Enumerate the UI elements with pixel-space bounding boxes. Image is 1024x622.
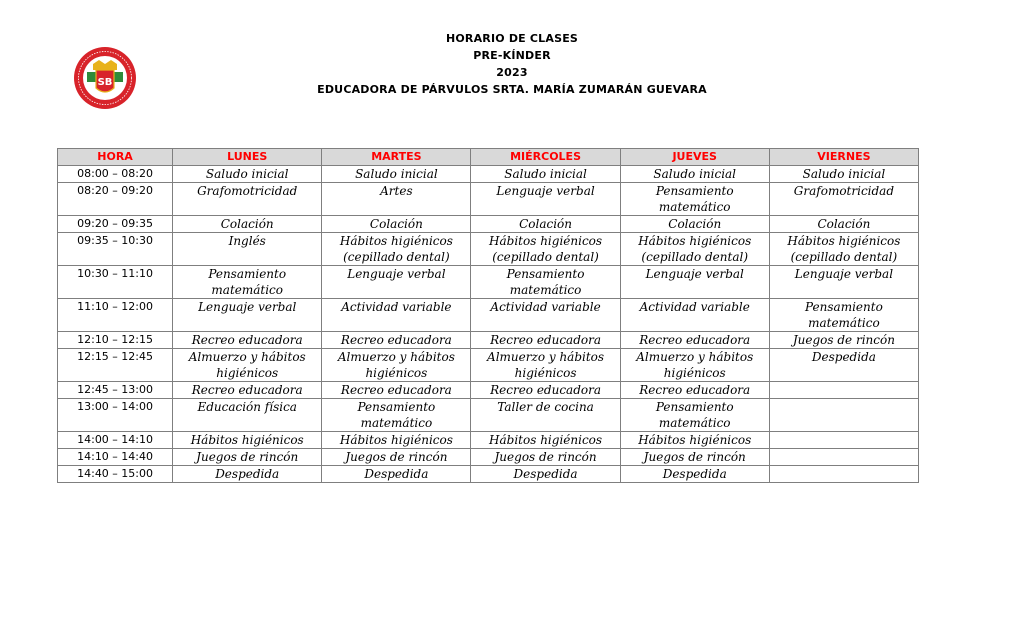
- table-header-row: [58, 149, 919, 166]
- activity-cell: Actividad variable: [471, 299, 620, 332]
- activity-cell: Pensamiento matemático: [620, 399, 769, 432]
- activity-cell: Recreo educadora: [173, 332, 322, 349]
- table-row: [58, 166, 919, 183]
- activity-cell: Hábitos higiénicos (cepillado dental): [322, 233, 471, 266]
- activity-cell: Colación: [769, 216, 918, 233]
- activity-cell: Almuerzo y hábitos higiénicos: [620, 349, 769, 382]
- column-header-hora: HORA: [58, 149, 173, 166]
- column-header-martes: MARTES: [322, 149, 471, 166]
- column-header-viernes: VIERNES: [769, 149, 918, 166]
- activity-cell: [769, 466, 918, 483]
- activity-cell: Saludo inicial: [471, 166, 620, 183]
- activity-cell: Lenguaje verbal: [471, 183, 620, 216]
- time-slot-cell: 11:10 – 12:00: [58, 299, 173, 332]
- activity-cell: Colación: [173, 216, 322, 233]
- activity-cell: Recreo educadora: [620, 382, 769, 399]
- activity-cell: Pensamiento matemático: [322, 399, 471, 432]
- time-slot-cell: 08:20 – 09:20: [58, 183, 173, 216]
- activity-cell: Saludo inicial: [620, 166, 769, 183]
- time-slot-cell: 14:40 – 15:00: [58, 466, 173, 483]
- activity-cell: Saludo inicial: [173, 166, 322, 183]
- activity-cell: [769, 449, 918, 466]
- activity-cell: Despedida: [620, 466, 769, 483]
- document-year: 2023: [496, 66, 528, 79]
- activity-cell: Hábitos higiénicos: [173, 432, 322, 449]
- table-row: [58, 299, 919, 332]
- activity-cell: Juegos de rincón: [322, 449, 471, 466]
- activity-cell: Artes: [322, 183, 471, 216]
- document-teacher: EDUCADORA DE PÁRVULOS SRTA. MARÍA ZUMARÁN GUEVARA: [317, 83, 707, 96]
- activity-cell: Almuerzo y hábitos higiénicos: [173, 349, 322, 382]
- activity-cell: Pensamiento matemático: [173, 266, 322, 299]
- activity-cell: Recreo educadora: [322, 382, 471, 399]
- logo-initials: SB: [97, 77, 113, 88]
- activity-cell: Despedida: [322, 466, 471, 483]
- column-header-jueves: JUEVES: [620, 149, 769, 166]
- activity-cell: Lenguaje verbal: [769, 266, 918, 299]
- time-slot-cell: 08:00 – 08:20: [58, 166, 173, 183]
- activity-cell: Recreo educadora: [620, 332, 769, 349]
- activity-cell: Inglés: [173, 233, 322, 266]
- activity-cell: Colación: [322, 216, 471, 233]
- table-row: [58, 449, 919, 466]
- activity-cell: Recreo educadora: [471, 332, 620, 349]
- table-row: [58, 466, 919, 483]
- document-level: PRE-KÍNDER: [473, 49, 551, 62]
- activity-cell: Juegos de rincón: [769, 332, 918, 349]
- activity-cell: [769, 432, 918, 449]
- time-slot-cell: 13:00 – 14:00: [58, 399, 173, 432]
- activity-cell: Hábitos higiénicos (cepillado dental): [620, 233, 769, 266]
- activity-cell: Almuerzo y hábitos higiénicos: [471, 349, 620, 382]
- document-header: [0, 30, 1024, 98]
- activity-cell: Grafomotricidad: [769, 183, 918, 216]
- activity-cell: Pensamiento matemático: [620, 183, 769, 216]
- activity-cell: Despedida: [173, 466, 322, 483]
- time-slot-cell: 14:10 – 14:40: [58, 449, 173, 466]
- activity-cell: [769, 399, 918, 432]
- activity-cell: Despedida: [471, 466, 620, 483]
- activity-cell: Saludo inicial: [322, 166, 471, 183]
- activity-cell: Lenguaje verbal: [322, 266, 471, 299]
- activity-cell: Colación: [620, 216, 769, 233]
- activity-cell: Juegos de rincón: [620, 449, 769, 466]
- activity-cell: Hábitos higiénicos: [322, 432, 471, 449]
- time-slot-cell: 09:35 – 10:30: [58, 233, 173, 266]
- time-slot-cell: 14:00 – 14:10: [58, 432, 173, 449]
- activity-cell: Actividad variable: [620, 299, 769, 332]
- column-header-lunes: LUNES: [173, 149, 322, 166]
- time-slot-cell: 10:30 – 11:10: [58, 266, 173, 299]
- table-row: [58, 332, 919, 349]
- table-row: [58, 233, 919, 266]
- activity-cell: Actividad variable: [322, 299, 471, 332]
- time-slot-cell: 12:10 – 12:15: [58, 332, 173, 349]
- table-row: [58, 432, 919, 449]
- activity-cell: Recreo educadora: [471, 382, 620, 399]
- activity-cell: Lenguaje verbal: [173, 299, 322, 332]
- activity-cell: Juegos de rincón: [173, 449, 322, 466]
- activity-cell: Taller de cocina: [471, 399, 620, 432]
- activity-cell: [769, 382, 918, 399]
- column-header-miercoles: MIÉRCOLES: [471, 149, 620, 166]
- schedule-body: [58, 166, 919, 483]
- schedule-table: [57, 148, 919, 483]
- activity-cell: Hábitos higiénicos: [620, 432, 769, 449]
- activity-cell: Almuerzo y hábitos higiénicos: [322, 349, 471, 382]
- table-row: [58, 382, 919, 399]
- time-slot-cell: 12:15 – 12:45: [58, 349, 173, 382]
- table-row: [58, 216, 919, 233]
- activity-cell: Educación física: [173, 399, 322, 432]
- activity-cell: Colación: [471, 216, 620, 233]
- activity-cell: Recreo educadora: [173, 382, 322, 399]
- table-row: [58, 399, 919, 432]
- activity-cell: Pensamiento matemático: [471, 266, 620, 299]
- activity-cell: Saludo inicial: [769, 166, 918, 183]
- table-row: [58, 349, 919, 382]
- activity-cell: Hábitos higiénicos (cepillado dental): [769, 233, 918, 266]
- document-title: HORARIO DE CLASES: [445, 32, 579, 45]
- activity-cell: Grafomotricidad: [173, 183, 322, 216]
- activity-cell: Hábitos higiénicos: [471, 432, 620, 449]
- activity-cell: Recreo educadora: [322, 332, 471, 349]
- time-slot-cell: 12:45 – 13:00: [58, 382, 173, 399]
- activity-cell: Hábitos higiénicos (cepillado dental): [471, 233, 620, 266]
- table-row: [58, 183, 919, 216]
- activity-cell: Juegos de rincón: [471, 449, 620, 466]
- activity-cell: Despedida: [769, 349, 918, 382]
- time-slot-cell: 09:20 – 09:35: [58, 216, 173, 233]
- activity-cell: Pensamiento matemático: [769, 299, 918, 332]
- activity-cell: Lenguaje verbal: [620, 266, 769, 299]
- table-row: [58, 266, 919, 299]
